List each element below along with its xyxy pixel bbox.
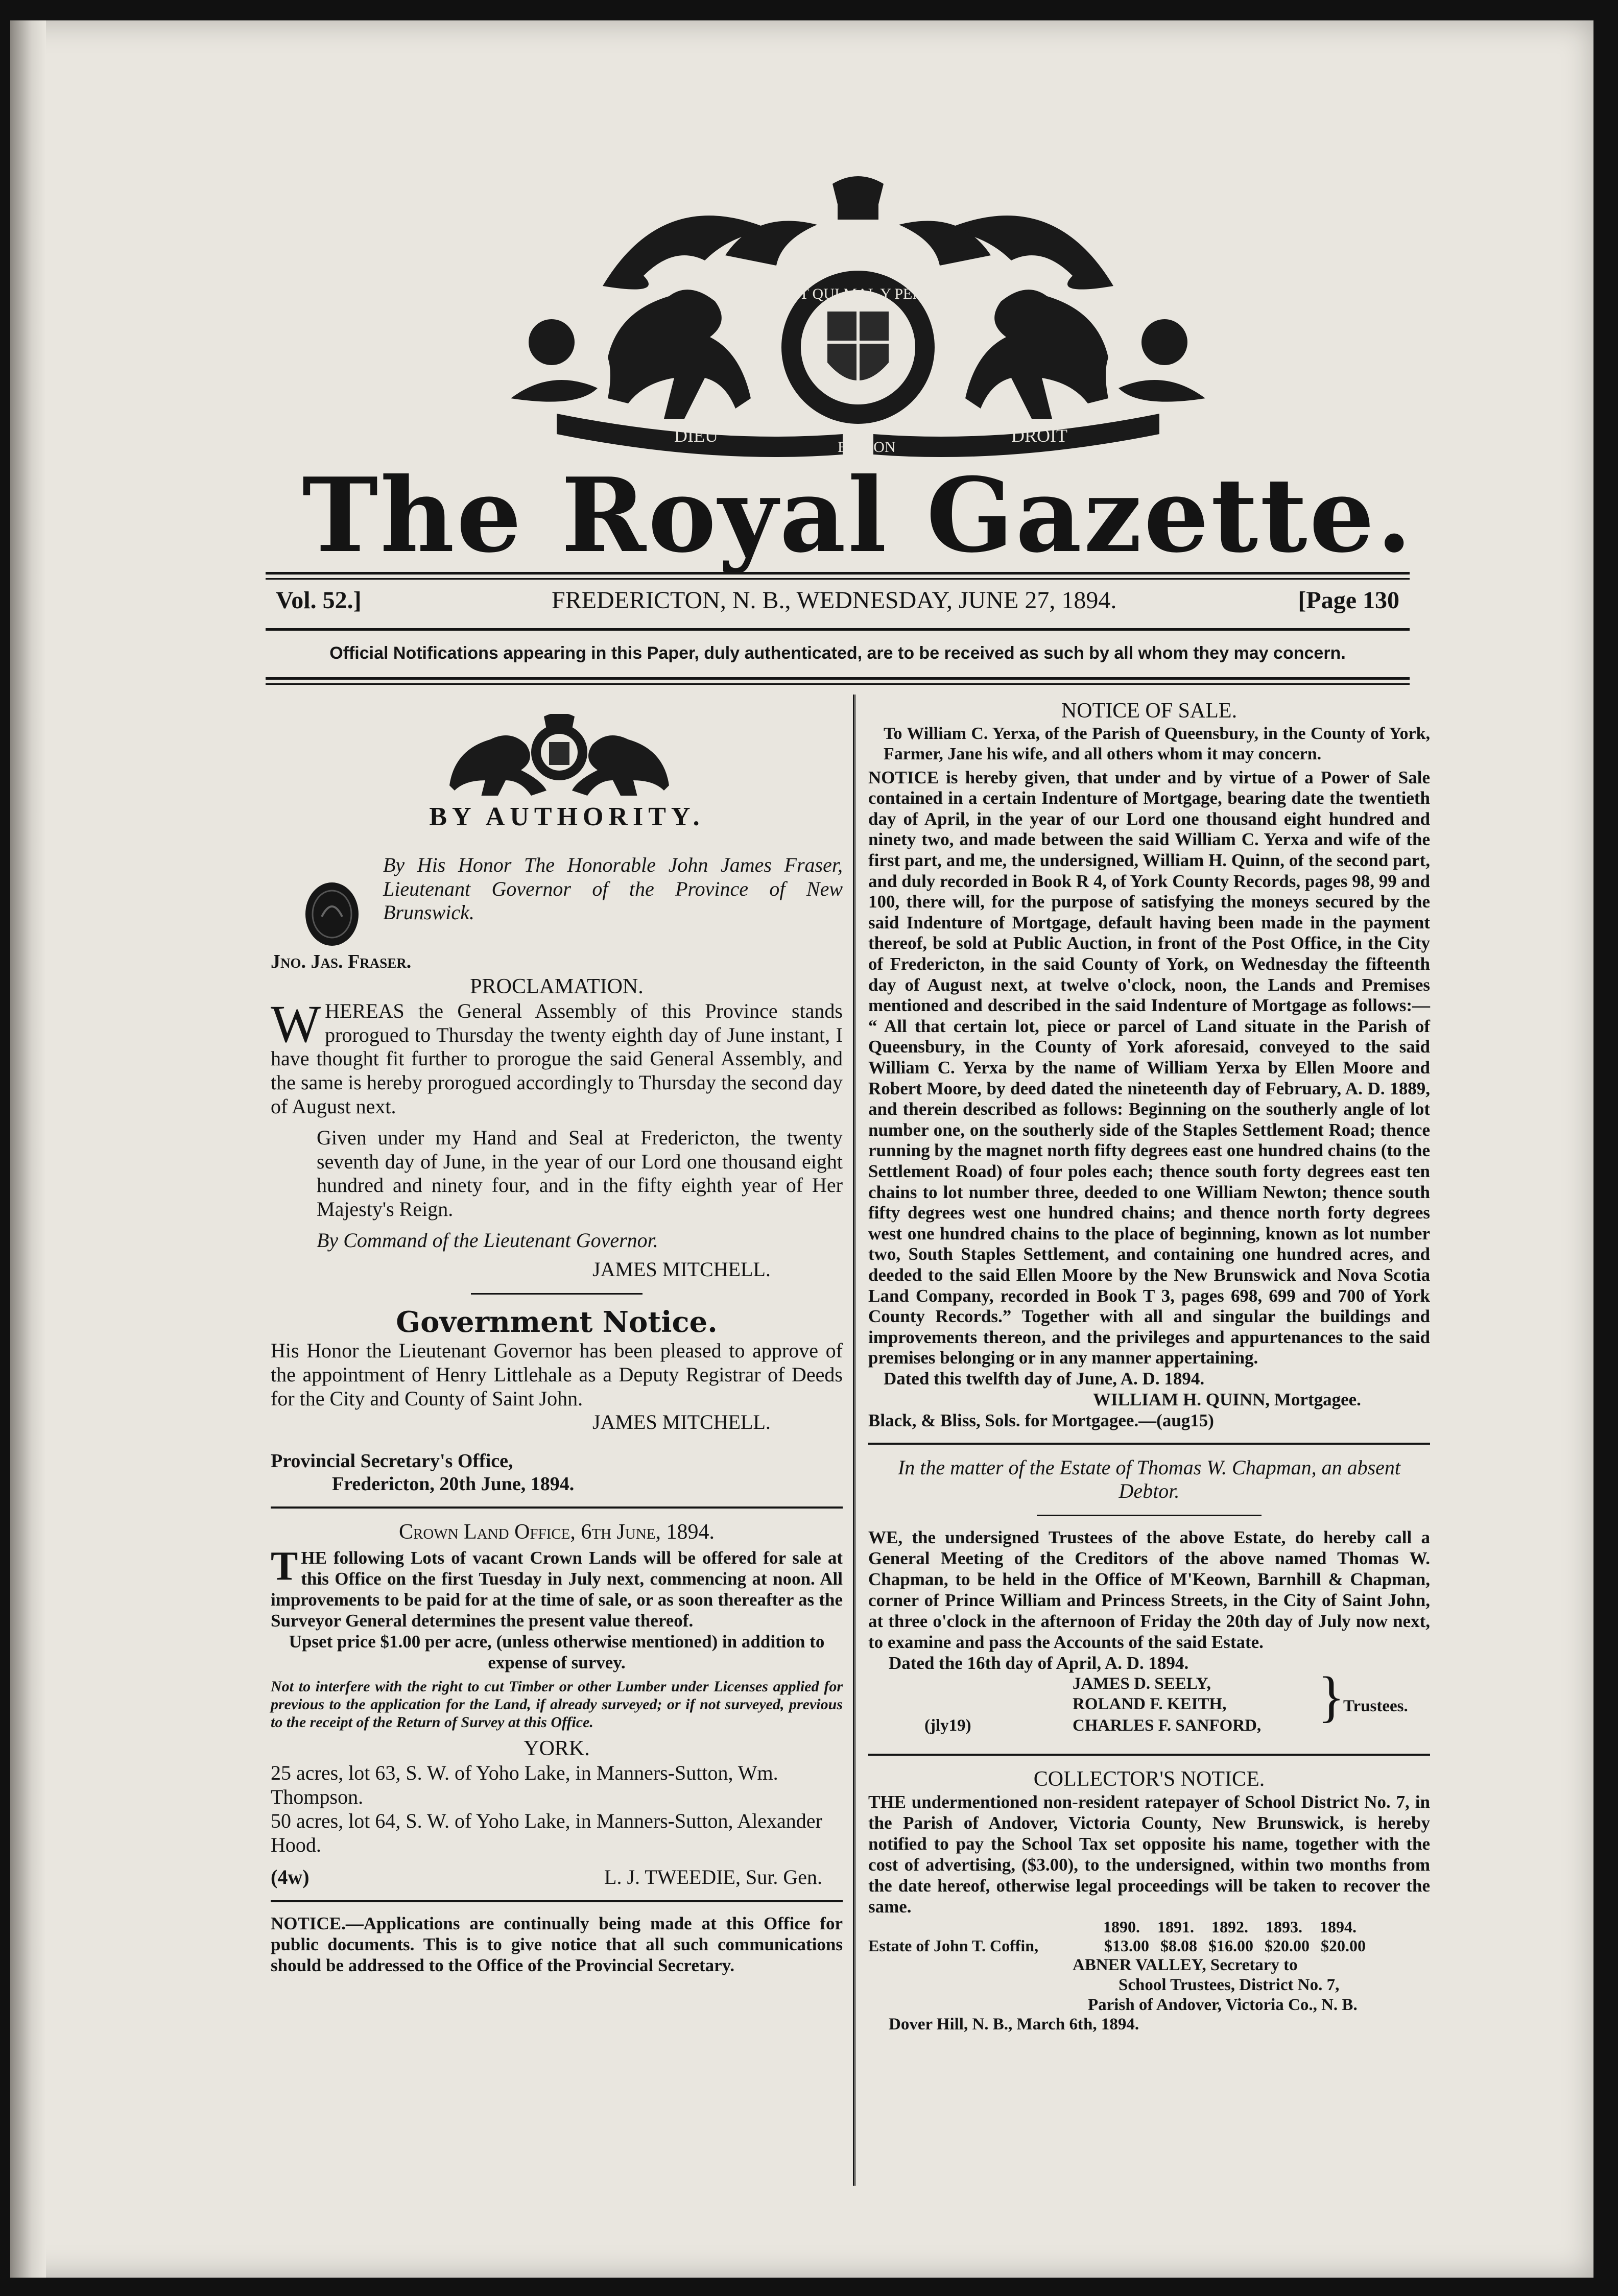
trustee-keith: ROLAND F. KEITH, [1073, 1694, 1227, 1713]
government-notice-heading: Government Notice. [396, 1305, 718, 1339]
motto-dieu: DIEU [674, 425, 718, 446]
notice-label: NOTICE. [271, 1914, 346, 1934]
given-under-seal: Given under my Hand and Seal at Fredericton, the twenty seventh day of June, in the year of our Lord one thousand eight hundred and ninety four, and in the fifty eighth year of Her Majesty's Reign. [317, 1126, 843, 1221]
divider [266, 677, 1410, 680]
divider [271, 1900, 843, 1902]
sale-dated: Dated this twelfth day of June, A. D. 1894. [884, 1368, 1205, 1389]
royal-coat-of-arms [480, 174, 1236, 490]
left-column [271, 802, 843, 1976]
proclamation-body [271, 994, 843, 1119]
solicitors: Black, & Bliss, Sols. for Mortgagee.—(aug15) [868, 1410, 1214, 1430]
year-1890: 1890. [1103, 1917, 1140, 1936]
year-1893: 1893. [1266, 1917, 1302, 1936]
crown-land-text: HE following Lots of vacant Crown Lands will be offered for sale at this Office on the first Tuesday in July next, commencing at noon. All improvements to be paid for at the time of sale, or as soon thereafter as the Surveyor General determines the present value thereof. [271, 1548, 843, 1631]
divider [1037, 1515, 1262, 1516]
year-1891: 1891. [1157, 1917, 1194, 1936]
signatory-mitchell: JAMES MITCHELL. [592, 1257, 771, 1281]
amount-1894: $20.00 [1321, 1936, 1366, 1955]
governor-signature: Jno. Jas. Fraser. [271, 951, 412, 973]
year-1894: 1894. [1320, 1917, 1357, 1936]
york-heading: YORK. [524, 1737, 590, 1761]
tax-amounts-row [868, 1936, 1430, 1955]
right-column [868, 699, 1430, 2035]
secretary-valley: ABNER VALLEY, Secretary to [1073, 1956, 1298, 1975]
signatory-mitchell: JAMES MITCHELL. [592, 1410, 771, 1434]
divider [266, 628, 1410, 631]
upset-price: Upset price $1.00 per acre, (unless otherwise mentioned) in addition to expense of survey. [289, 1632, 825, 1672]
divider [868, 1443, 1430, 1445]
collectors-notice-body: THE undermentioned non-resident ratepayer of School District No. 7, in the Parish of Andover, Victoria County, New Brunswick, is hereby notified to pay the School Tax set opposite his name, together with the cost of advertising, ($3.00), to the undersigned, within two months from the date hereof, otherwise legal proceedings will be taken to recover the same. [868, 1791, 1430, 1917]
by-authority-heading: BY AUTHORITY. [429, 802, 705, 831]
notice-text: —Applications are continually being made at this Office for public documents. This is to give notice that all such communications should be addressed to the Office of the Provincial Secretary. [271, 1914, 843, 1976]
drop-cap: W [271, 994, 321, 1054]
amount-1891: $8.08 [1160, 1936, 1197, 1955]
divider [266, 572, 1410, 575]
binding-edge [10, 20, 46, 2278]
notice-of-sale-body: NOTICE is hereby given, that under and by virtue of a Power of Sale contained in a certain Indenture of Mortgage, bearing date the twentieth day of April, in the year of our Lord one thousand eight hundred and ninety two, and made between the said William C. Yerxa and wife of the first part, and me, the undersigned, William H. Quinn, of the second part, and duly recorded in Book R 4, of York County Records, pages 98, 99 and 100, there will, for the purpose of satisfying the moneys secured by the said Indenture of Mortgage, default having been made in the payment thereof, be sold at Public Auction, in front of the Post Office, in the City of Fredericton, in the said County of York, on Wednesday the fifteenth day of August next, at twelve o'clock, noon, the Lands and Premises mentioned and described in the said Indenture of Mortgage as follows:— “ All that certain lot, piece or parcel of Land situate in the Parish of Queensbury, in the County of York aforesaid, conveyed to the said William C. Yerxa by the name of William Yerxa by Ellen Moore and Robert Moore, by deed dated the nineteenth day of February, A. D. 1889, and therein described as follows: Beginning on the southerly angle of lot number one, on the southerly side of the Staples Settlement Road; thence running by the magnet north fifty degrees east one hundred chains (to the Settlement Road) of four poles each; thence south forty degrees east ten chains to lot number three, deeded to one William Newton; thence south fifty degrees west one hundred chains; and thence north forty degrees west one hundred chains to the place of beginning, known as lot number two, South Staples Settlement, and containing one hundred acres, and deeded to the said Ellen Moore by the New Brunswick and Nova Scotia Land Company, recorded in Book T 3, pages 698, 699 and 700 of York County Records.” Together with all and singular the buildings and improvements thereon, and the privileges and appurtenances to the said premises belonging or in any manner appertaining. [868, 767, 1430, 1368]
secretary-date: Fredericton, 20th June, 1894. [332, 1473, 575, 1495]
proclamation-heading: PROCLAMATION. [470, 974, 644, 998]
divider [266, 578, 1410, 580]
school-trustees: School Trustees, District No. 7, [1119, 1976, 1340, 1995]
garter-motto: SOIT QUI MAL Y PENSE [774, 285, 942, 302]
official-notifications: Official Notifications appearing in this Paper, duly authenticated, are to be received as such by all whom they may concern. [329, 643, 1346, 663]
trustee-sanford: CHARLES F. SANFORD, [1073, 1716, 1262, 1735]
crown-signature-row [271, 1865, 843, 1890]
chapman-body: WE, the undersigned Trustees of the above Estate, do hereby call a General Meeting of the Creditors of the above named Thomas W. Chapman, to be held in the Office of M'Keown, Barnhill & Chapman, corner of Prince William and Princess Streets, in the City of Saint John, at three o'clock in the afternoon of Friday the 20th day of July now next, to examine and pass the Accounts of the said Estate. [868, 1527, 1430, 1652]
place-and-date: FREDERICTON, N. B., WEDNESDAY, JUNE 27, 1894. [552, 587, 1117, 614]
proclamation-text: HEREAS the General Assembly of this Province stands prorogued to Thursday the twenty eighth day of June instant, I have thought fit further to prorogue the said General Assembly, and the same is hereby prorogued accordingly to Thursday the second day of August next. [271, 999, 843, 1118]
amount-1890: $13.00 [1104, 1936, 1149, 1955]
dateline [276, 586, 1399, 617]
page-number: [Page 130 [1298, 587, 1399, 614]
divider [868, 1754, 1430, 1756]
dover-hill-date: Dover Hill, N. B., March 6th, 1894. [889, 2015, 1139, 2034]
insertion-ref: (jly19) [924, 1716, 971, 1735]
volume-number: Vol. 52.] [276, 587, 362, 614]
crown-land-body [271, 1544, 843, 1632]
chapman-estate-heading: In the matter of the Estate of Thomas W. Chapman, an absent Debtor. [897, 1455, 1401, 1503]
newspaper-title: The Royal Gazette. [302, 456, 1414, 576]
crown-land-heading: Crown Land Office, 6th June, 1894. [398, 1520, 715, 1544]
amount-1892: $16.00 [1208, 1936, 1253, 1955]
motto-droit: DROIT [1011, 425, 1067, 446]
divider [471, 1293, 643, 1295]
lot-64: 50 acres, lot 64, S. W. of Yoho Lake, in Manners-Sutton, Alexander Hood. [271, 1809, 822, 1856]
column-rule [853, 695, 855, 2186]
trustee-seely: JAMES D. SEELY, [1073, 1674, 1211, 1693]
collectors-notice-heading: COLLECTOR'S NOTICE. [1033, 1767, 1265, 1791]
notice-of-sale-heading: NOTICE OF SALE. [1061, 699, 1238, 723]
brace: } [1318, 1665, 1345, 1728]
lot-63: 25 acres, lot 63, S. W. of Yoho Lake, in Manners-Sutton, Wm. Thompson. [271, 1761, 778, 1809]
chapman-dated: Dated the 16th day of April, A. D. 1894. [889, 1653, 1189, 1673]
parish-andover: Parish of Andover, Victoria Co., N. B. [1088, 1995, 1358, 2014]
honor-line: By His Honor The Honorable John James Fraser, Lieutenant Governor of the Province of New Brunswick. [383, 853, 843, 924]
by-command-line: By Command of the Lieutenant Governor. [317, 1228, 658, 1252]
small-coat-of-arms [434, 714, 684, 796]
secretary-office: Provincial Secretary's Office, [271, 1450, 513, 1472]
mortgagee-signature: WILLIAM H. QUINN, Mortgagee. [1093, 1389, 1361, 1409]
insertion-ref: (4w) [271, 1865, 310, 1888]
drop-cap: T [271, 1544, 298, 1589]
notice-applications [271, 1914, 843, 1976]
trustees-block [868, 1665, 1430, 1751]
divider [266, 683, 1410, 685]
estate-name: Estate of John T. Coffin, [868, 1936, 1039, 1955]
year-1892: 1892. [1211, 1917, 1248, 1936]
amount-1893: $20.00 [1265, 1936, 1310, 1955]
motto-et-mon: ET MON [838, 439, 896, 456]
tax-years-row [868, 1918, 1430, 1936]
sale-addressees: To William C. Yerxa, of the Parish of Queensbury, in the County of York, Farmer, Jane his wife, and all others whom it may concern. [884, 724, 1430, 763]
divider [271, 1506, 843, 1509]
timber-note: Not to interfere with the right to cut Timber or other Lumber under Licenses applied for previous to the application for the Land, if already surveyed; or if not surveyed, previous to the receipt of the Return of Survey at this Office. [271, 1678, 843, 1731]
newspaper-page [10, 20, 1593, 2278]
trustees-label: Trustees. [1343, 1696, 1408, 1715]
surveyor-general: L. J. TWEEDIE, Sur. Gen. [604, 1865, 822, 1888]
government-notice-body: His Honor the Lieutenant Governor has been pleased to approve of the appointment of Henry Littlehale as a Deputy Registrar of Deeds for the City and County of Saint John. [271, 1339, 843, 1410]
